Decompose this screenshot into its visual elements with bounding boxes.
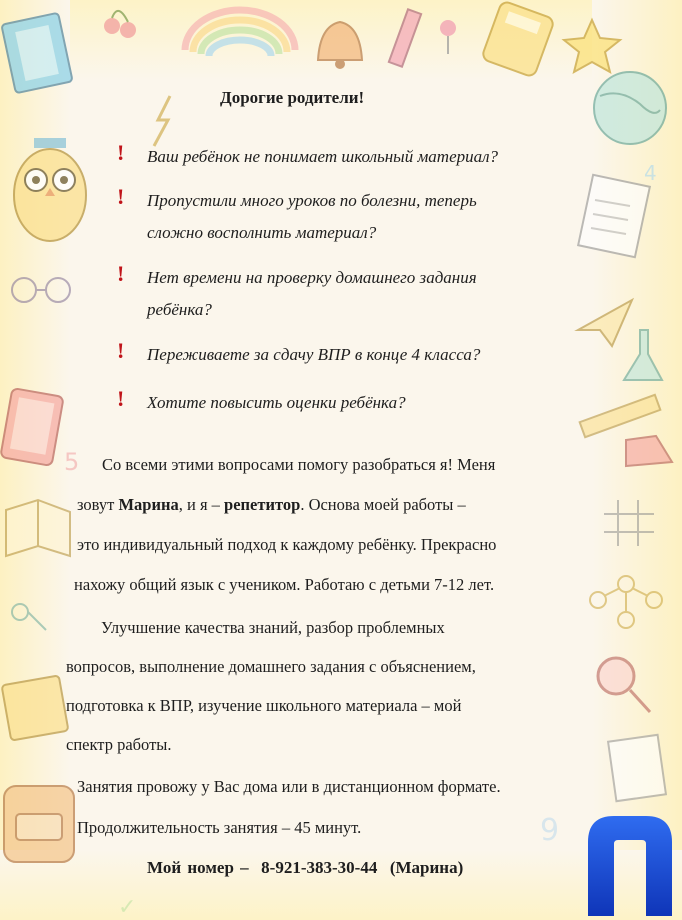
exclamation-icon: ! — [117, 338, 125, 363]
text-line — [77, 485, 466, 525]
exclamation-icon: ! — [117, 184, 125, 209]
page-title: Дорогие родители! — [220, 88, 365, 107]
text-line: это индивидуальный подход к каждому ребёнку. Прекрасно — [77, 535, 497, 554]
exclamation-icon: ! — [117, 140, 125, 165]
tutor-role: репетитор — [224, 495, 301, 514]
exclamation-icon: ! — [117, 386, 125, 411]
text-fragment: зовут — [77, 495, 119, 514]
question-text: сложно восполнить материал? — [147, 223, 377, 242]
text-line: Продолжительность занятия – 45 минут. — [77, 818, 362, 837]
contact-line — [147, 858, 463, 878]
exclamation-icon: ! — [117, 261, 125, 286]
contact-name: (Марина) — [389, 858, 464, 877]
brand-logo-icon — [582, 812, 674, 916]
tutor-name: Марина — [118, 495, 179, 514]
question-text: ребёнка? — [147, 300, 212, 319]
svg-text:4: 4 — [644, 161, 657, 185]
text-line: Со всеми этими вопросами помогу разобраться я! Меня — [102, 455, 496, 474]
question-text: Пропустили много уроков по болезни, теперь — [147, 191, 477, 210]
question-text: Нет времени на проверку домашнего задания — [147, 268, 477, 287]
svg-text:5: 5 — [64, 448, 80, 476]
text-fragment: , и я – — [178, 495, 225, 514]
question-text: Хотите повысить оценки ребёнка? — [147, 393, 406, 412]
text-line: вопросов, выполнение домашнего задания с объяснением, — [66, 657, 476, 676]
svg-text:9: 9 — [540, 813, 560, 848]
text-line: спектр работы. — [66, 735, 172, 754]
phone-number[interactable]: 8-921-383-30-44 — [261, 858, 378, 877]
text-line: нахожу общий язык с учеником. Работаю с детьми 7-12 лет. — [74, 575, 495, 594]
text-line: Улучшение качества знаний, разбор проблемных — [101, 618, 445, 637]
svg-text:✓: ✓ — [118, 895, 137, 920]
question-text: Ваш ребёнок не понимает школьный материал? — [147, 147, 499, 166]
text-fragment: . Основа моей работы – — [300, 495, 466, 514]
text-line: Занятия провожу у Вас дома или в дистанционном формате. — [77, 777, 501, 796]
question-text: Переживаете за сдачу ВПР в конце 4 класса? — [147, 345, 481, 364]
text-line: подготовка к ВПР, изучение школьного материала – мой — [66, 696, 462, 715]
phone-label: Мой номер – — [147, 858, 249, 877]
